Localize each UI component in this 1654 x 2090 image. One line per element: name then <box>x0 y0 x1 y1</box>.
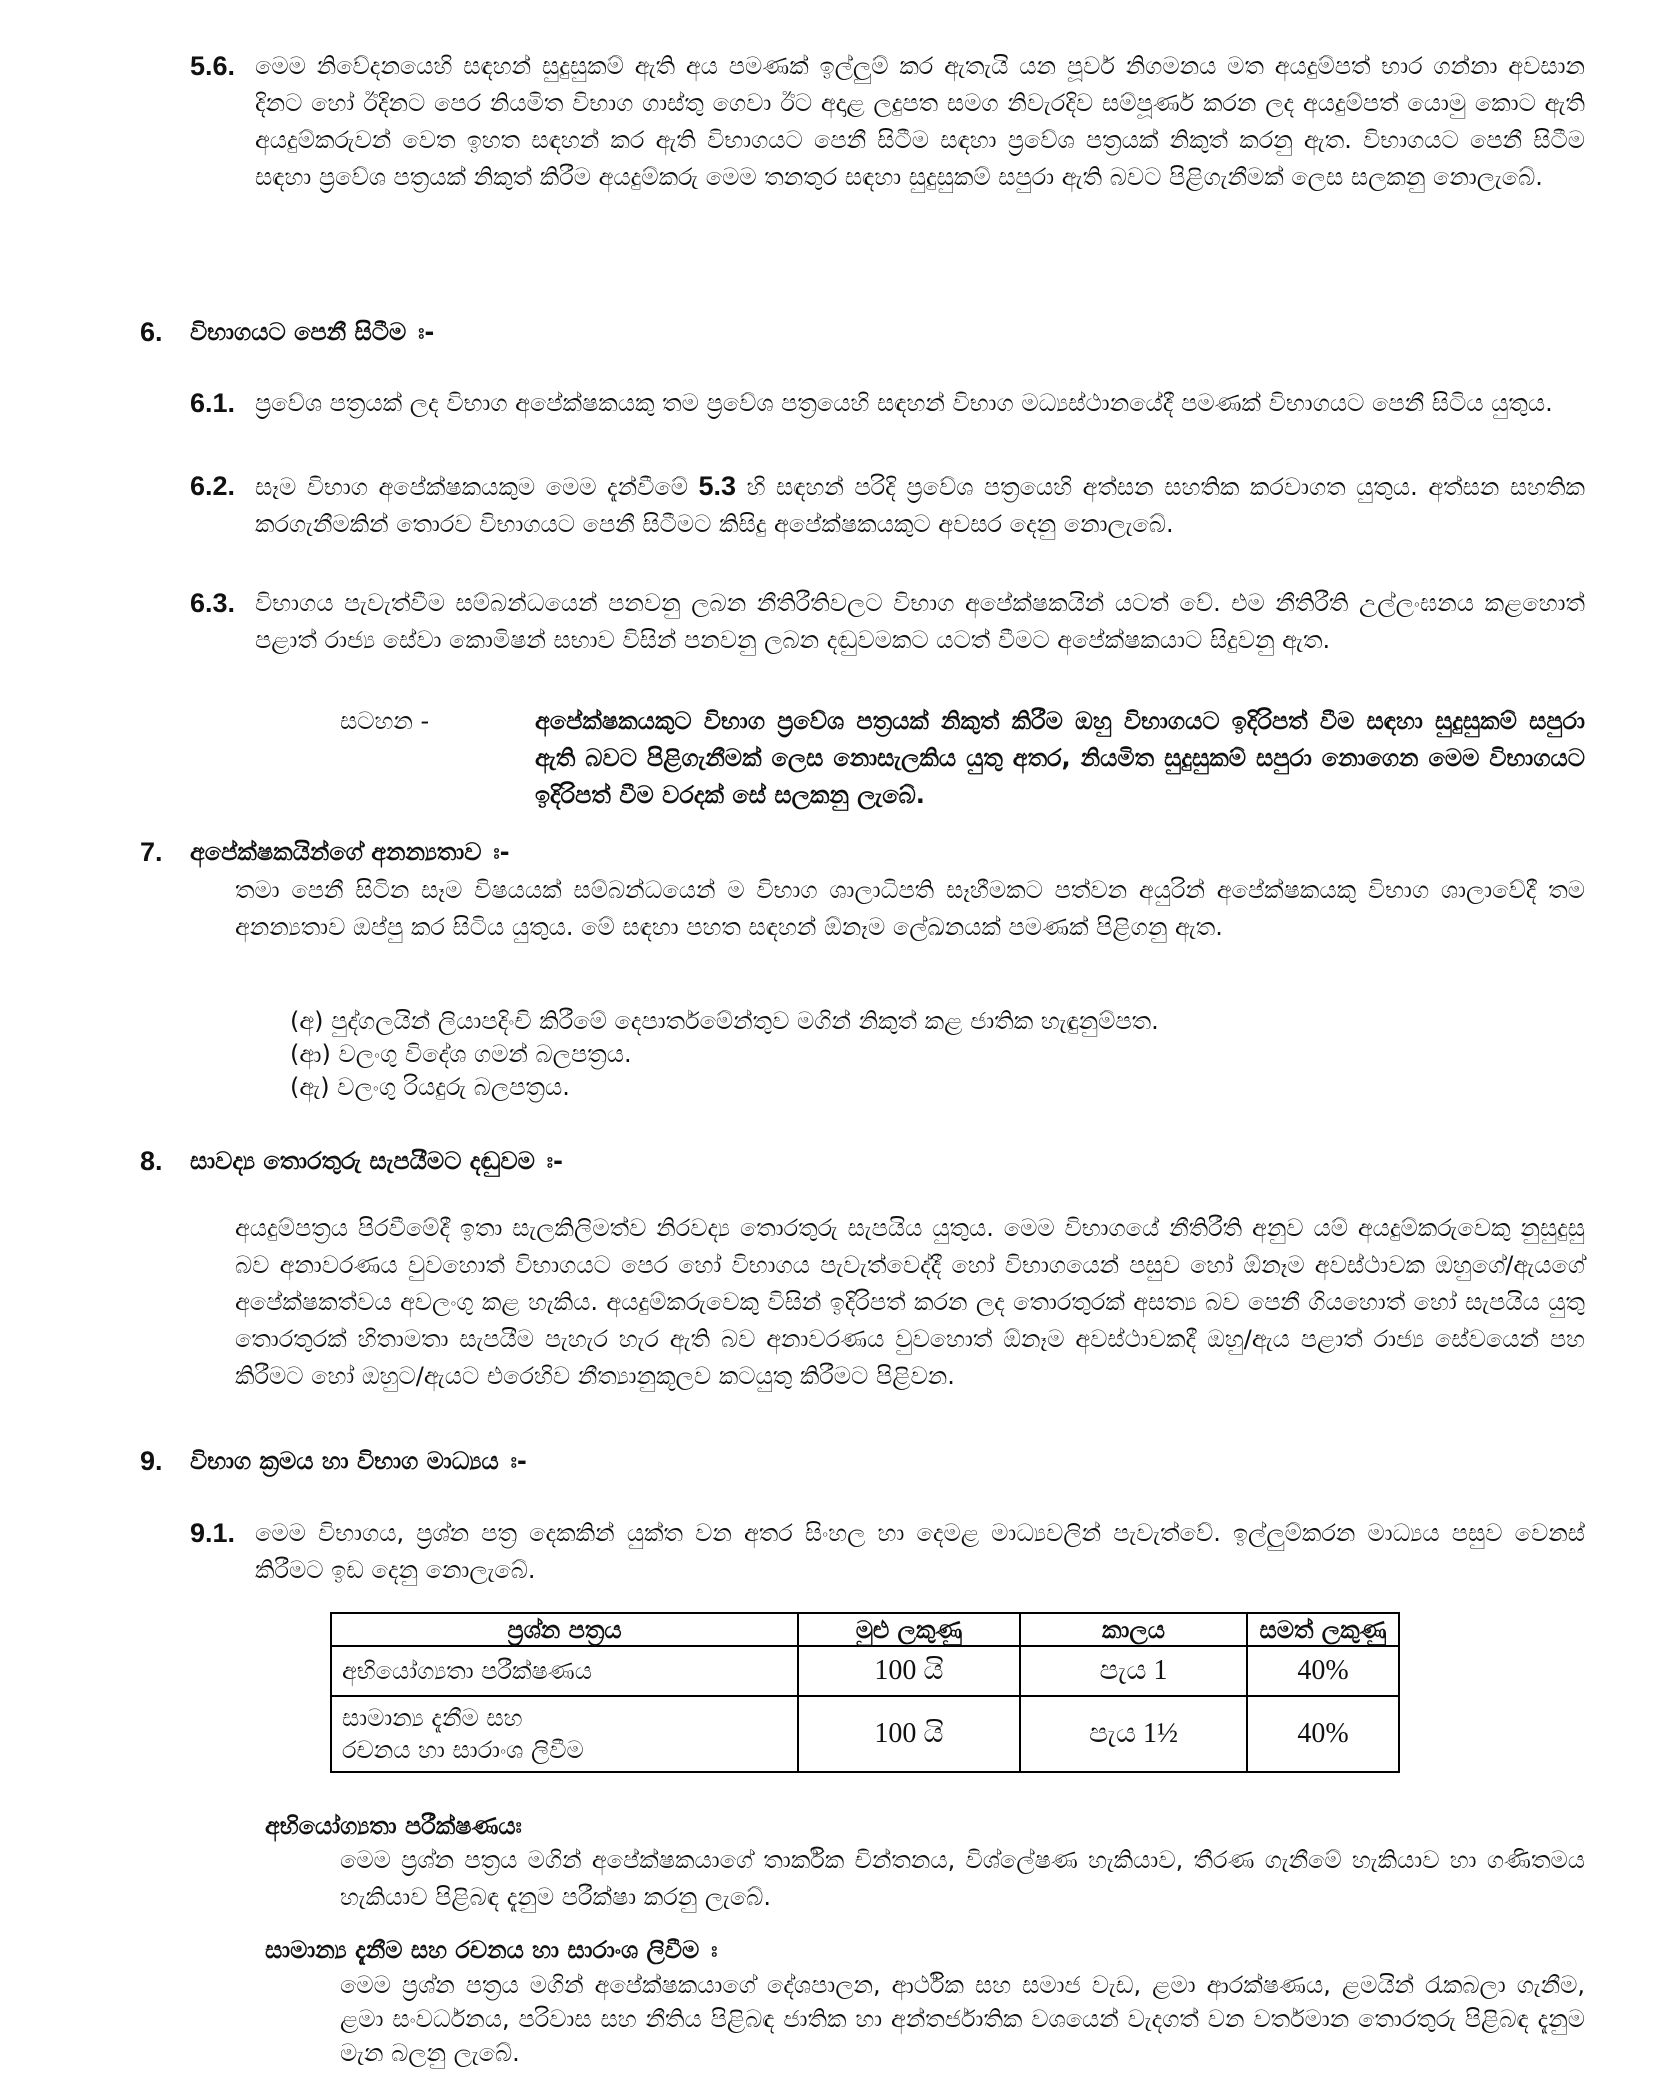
duration-cell: පැය 1 <box>1020 1646 1247 1696</box>
total-marks-cell: 100 යි <box>798 1646 1020 1696</box>
section-6-heading: විභාගයට පෙනී සිටීම ඃ- <box>190 318 435 346</box>
section-9-heading: විභාග ක්‍රමය හා විභාග මාධ්‍යය ඃ- <box>190 1447 527 1475</box>
general-knowledge-text: මෙම ප්‍රශ්න පත්‍රය මගින් අපේක්ෂකයාගේ දේශපාලන, ආර්ථික සහ සමාජ වැඩ, ළමා ආරක්ෂණය, ළමයින් රැකබලා ගැනීම, ළමා සංවර්ධනය, පරිවාස සහ නීතිය පිළිබඳ ජාතික හා අන්තර්ජාතික වශයෙන් වැදගත් වන වර්තමාන තොරතුරු පිළිබඳ දැනුම මැන බලනු ලැබේ. <box>340 1971 1585 2067</box>
section-6-number: 6. <box>140 317 163 347</box>
pass-marks-cell: 40% <box>1247 1696 1399 1772</box>
note-text: අපේක්ෂකයකුට විභාග ප්‍රවේශ පත්‍රයක් නිකුත් කිරීම ඔහු විභාගයට ඉදිරිපත් වීම සඳහා සුදුසුකම් සපුරා ඇති බවට පිළිගැනීමක් ලෙස නොසැලකිය යුතු අතර, නියමිත සුදුසුකම් සපුරා නොගෙන මෙම විභාගයට ඉදිරිපත් වීම වරදක් සේ සලකනු ලැබේ. <box>535 707 1585 809</box>
column-header-duration: කාලය <box>1020 1613 1247 1646</box>
duration-cell: පැය 1½ <box>1020 1696 1247 1772</box>
table-row <box>331 1696 1399 1772</box>
section-9-1-text: මෙම විභාගය, ප්‍රශ්න පත්‍ර දෙකකින් යුක්ත වන අතර සිංහල හා දෙමළ මාධ්‍යවලින් පැවැත්වේ. ඉල්ලුම්කරන මාධ්‍යය පසුව වෙනස් කිරීමට ඉඩ දෙනු නොලැබේ. <box>255 1519 1585 1584</box>
section-7-text: තමා පෙනී සිටින සෑම විෂයයක් සම්බන්ධයෙන් ම විභාග ශාලාධිපති සෑහීමකට පත්වන අයුරින් අපේක්ෂකයකු විභාග ශාලාවේදී තම අනන්‍යතාව ඔප්පු කර සිටිය යුතුය. මේ සඳහා පහත සඳහන් ඕනෑම ලේඛනයක් පමණක් පිළිගනු ඇත. <box>235 876 1585 941</box>
column-header-total-marks: මුළු ලකුණු <box>798 1613 1020 1646</box>
exam-papers-table <box>330 1612 1400 1773</box>
aptitude-test-heading: අභියෝග්‍යතා පරීක්ෂණයඃ <box>265 1812 522 1840</box>
section-6-3-text: විභාගය පැවැත්වීම සම්බන්ධයෙන් පනවනු ලබන නීතිරීතිවලට විභාග අපේක්ෂකයින් යටත් වේ. එම නීතිරීති උල්ලංඝනය කළහොත් පළාත් රාජ්‍ය සේවා කොමිෂන් සභාව විසින් පනවනු ලබන දඬුවමකට යටත් වීමට අපේක්ෂකයාට සිදුවනු ඇත. <box>255 589 1585 654</box>
section-6-2-number: 6.2. <box>190 471 236 501</box>
section-6-2-text-after: හි සඳහන් පරිදි ප්‍රවේශ පත්‍රයෙහි අත්සන සහතික කරවාගත යුතුය. අත්සන සහතික කරගැනීමකින් තොරව විභාගයට පෙනී සිටීමට කිසිදු අපේක්ෂකයකුට අවසර දෙනු නොලැබේ. <box>255 473 1585 538</box>
table-header-row <box>331 1613 1399 1646</box>
note-label: සටහන - <box>340 707 430 735</box>
section-6-3-number: 6.3. <box>190 588 236 618</box>
section-8-number: 8. <box>140 1146 163 1176</box>
id-document-list-item: (අ) පුද්ගලයින් ලියාපදිංචි කිරීමේ දෙපාර්තමේන්තුව මගින් නිකුත් කළ ජාතික හැඳුනුම්පත. <box>290 1007 1159 1035</box>
section-ref-5-3: 5.3 <box>698 471 737 501</box>
paper-name-line: රචනය හා සාරාංශ ලිවීම <box>342 1736 584 1764</box>
id-document-list-item: (ආ) වලංගු විදේශ ගමන් බලපත්‍රය. <box>290 1040 632 1068</box>
section-6-1-number: 6.1. <box>190 388 236 418</box>
general-knowledge-heading: සාමාන්‍ය දැනීම සහ රචනය හා සාරාංශ ලිවීම ඃ <box>265 1936 718 1964</box>
section-5-6-text: මෙම නිවේදනයෙහි සඳහන් සුදුසුකම් ඇති අය පමණක් ඉල්ලුම් කර ඇතැයි යන පූර්ව නිගමනය මත අයදුම්පත් භාර ගන්නා අවසාන දිනට හෝ ඊදිනට පෙර නියමිත විභාග ගාස්තු ගෙවා ඊට අදාළ ලදුපත සමග නිවැරදිව සම්පූර්ණ කරන ලද අයදුම්පත් යොමු කොට ඇති අයදුම්කරුවන් වෙත ඉහත සඳහන් කර ඇති විභාගයට පෙනී සිටීම සඳහා ප්‍රවේශ පත්‍රයක් නිකුත් කරනු ඇත. විභාගයට පෙනී සිටීම සඳහා ප්‍රවේශ පත්‍රයක් නිකුත් කිරීම අයදුම්කරු මෙම තනතුර සඳහා සුදුසුකම් සපුරා ඇති බවට පිළිගැනීමක් ලෙස සලකනු නොලැබේ. <box>255 52 1585 191</box>
table-row <box>331 1646 1399 1696</box>
section-9-number: 9. <box>140 1446 163 1476</box>
section-7-heading: අපේක්ෂකයින්ගේ අනන්‍යතාව ඃ- <box>190 838 510 866</box>
column-header-paper: ප්‍රශ්න පත්‍රය <box>331 1613 798 1646</box>
section-8-text: අයදුම්පත්‍රය පිරවීමේදී ඉතා සැලකිලිමත්ව නිරවද්‍ය තොරතුරු සැපයිය යුතුය. මෙම විභාගයේ නීතිරීති අනුව යම් අයදුම්කරුවෙකු නුසුදුසු බව අනාවරණය වුවහොත් විභාගයට පෙර හෝ විභාගය පැවැත්වෙද්දී හෝ විභාගයෙන් පසුව හෝ ඕනෑම අවස්ථාවක ඔහුගේ/ඇයගේ අපේක්ෂකත්වය අවලංගු කළ හැකිය. අයදුම්කරුවෙකු විසින් ඉදිරිපත් කරන ලද තොරතුරක් අසත්‍ය බව පෙනී ගියහොත් හෝ සැපයිය යුතු තොරතුරක් හිතාමතා සැපයීම පැහැර හැර ඇති බව අනාවරණය වුවහොත් ඕනෑම අවස්ථාවකදී ඔහු/ඇය පළාත් රාජ්‍ය සේවයෙන් පහ කිරීමට හෝ ඔහුට/ඇයට එරෙහිව නීත්‍යානුකූලව කටයුතු කිරීමට පිළිවන. <box>235 1214 1585 1390</box>
paper-name-line: සාමාන්‍ය දැනීම සහ <box>342 1704 523 1732</box>
section-7-number: 7. <box>140 837 163 867</box>
section-8-heading: සාවද්‍ය තොරතුරු සැපයීමට දඬුවම ඃ- <box>190 1147 563 1175</box>
id-document-list-item: (ඇ) වලංගු රියදුරු බලපත්‍රය. <box>290 1073 570 1101</box>
section-9-1-number: 9.1. <box>190 1518 236 1548</box>
section-6-2-text-before: සෑම විභාග අපේක්ෂකයකුම මෙම දැන්වීමේ <box>255 473 699 501</box>
column-header-pass-marks: සමත් ලකුණු <box>1247 1613 1399 1646</box>
total-marks-cell: 100 යි <box>798 1696 1020 1772</box>
section-5-6-number: 5.6. <box>190 51 236 81</box>
paper-name-cell <box>331 1696 798 1772</box>
section-6-2-text <box>255 468 1585 543</box>
aptitude-test-text: මෙම ප්‍රශ්න පත්‍රය මගින් අපේක්ෂකයාගේ තාර්කික චින්තනය, විශ්ලේෂණ හැකියාව, තීරණ ගැනීමේ හැකියාව හා ගණිතමය හැකියාව පිළිබඳ දැනුම පරීක්ෂා කරනු ලැබේ. <box>340 1846 1585 1911</box>
pass-marks-cell: 40% <box>1247 1646 1399 1696</box>
paper-name-cell: අභියෝග්‍යතා පරීක්ෂණය <box>331 1646 798 1696</box>
section-6-1-text: ප්‍රවේශ පත්‍රයක් ලද විභාග අපේක්ෂකයකු තම ප්‍රවේශ පත්‍රයෙහි සඳහන් විභාග මධ්‍යස්ථානයේදී පමණක් විභාගයට පෙනී සිටිය යුතුය. <box>255 389 1553 417</box>
